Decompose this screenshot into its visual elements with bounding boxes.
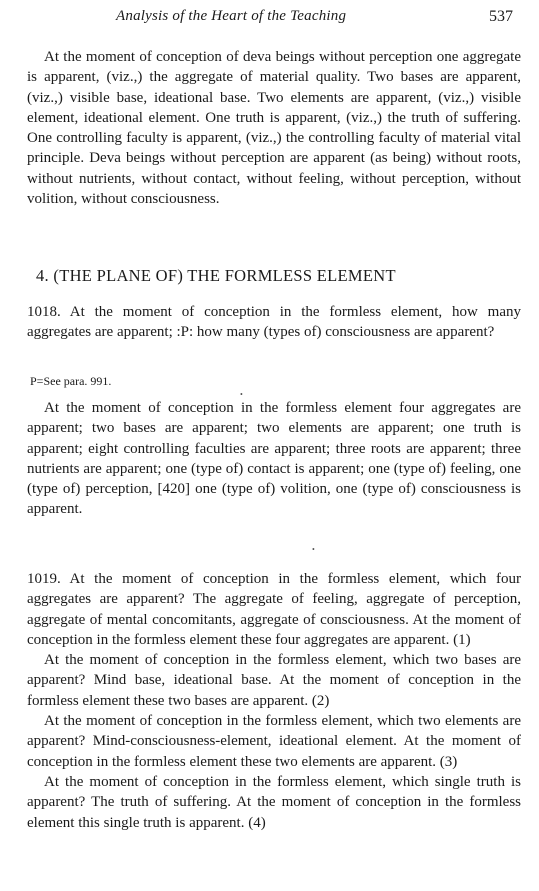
scan-speck: • [312, 545, 315, 554]
running-title: Analysis of the Heart of the Teaching [116, 8, 347, 24]
running-header [0, 6, 539, 30]
text-block-1019 [27, 569, 521, 833]
text-block-1018 [27, 302, 521, 343]
text-block-1018-answer [27, 398, 521, 520]
text-block-deva [27, 47, 521, 209]
section-heading: 4. (THE PLANE OF) THE FORMLESS ELEMENT [36, 266, 396, 285]
paragraph-deva-beings: At the moment of conception of deva beings without perception one aggregate is apparent, (viz.,) the aggregate of material quality. Two bases are apparent, (viz.,) visible base, ideational base. Two elements are apparent, (viz.,) visible element, ideational element. One truth is apparent, (viz.,) the truth of suffering. One controlling faculty is apparent, (viz.,) the controlling faculty of material vital principle. Deva beings without perception are apparent (as being) without roots, without nutrients, without contact, without feeling, without perception, without volition, without consciousness. [27, 49, 521, 208]
paragraph-1019: 1019. At the moment of conception in the formless element, which four aggregates are apparent? The aggregate of feeling, aggregate of perception, aggregate of mental concomitants, aggregate of consciousness. At the moment of conception in the formless element these four aggregates are apparent. (1) [27, 571, 521, 648]
paragraph-1019-elements: At the moment of conception in the formless element, which two elements are apparent? Mind-consciousness-element, ideational element. At the moment of conception in the formless element these two elements are apparent. (3) [27, 713, 521, 770]
paragraph-1018: 1018. At the moment of conception in the formless element, how many aggregates are apparent; :P: how many (types of) consciousness are apparent? [27, 304, 521, 341]
page-number: 537 [489, 8, 513, 25]
scan-speck: • [240, 390, 243, 399]
paragraph-1018-answer: At the moment of conception in the formless element four aggregates are apparent; two bases are apparent; two elements are apparent; one truth is apparent; eight controlling faculties are apparent; three roots are apparent; three nutrients are apparent; one (type of) contact is apparent; one (type of) feeling, one (type of) perception, [420] one (type of) volition, one (type of) consciousness is apparent. [27, 400, 521, 518]
footnote: P=See para. 991. [30, 374, 112, 388]
paragraph-1019-truth: At the moment of conception in the formless element, which single truth is apparent? The truth of suffering. At the moment of conception in the formless element this single truth is apparent. (4) [27, 773, 521, 831]
paragraph-1019-bases: At the moment of conception in the formless element, which two bases are apparent? Mind base, ideational base. At the moment of conception in the formless element these two bases are apparent. (2) [27, 652, 521, 709]
